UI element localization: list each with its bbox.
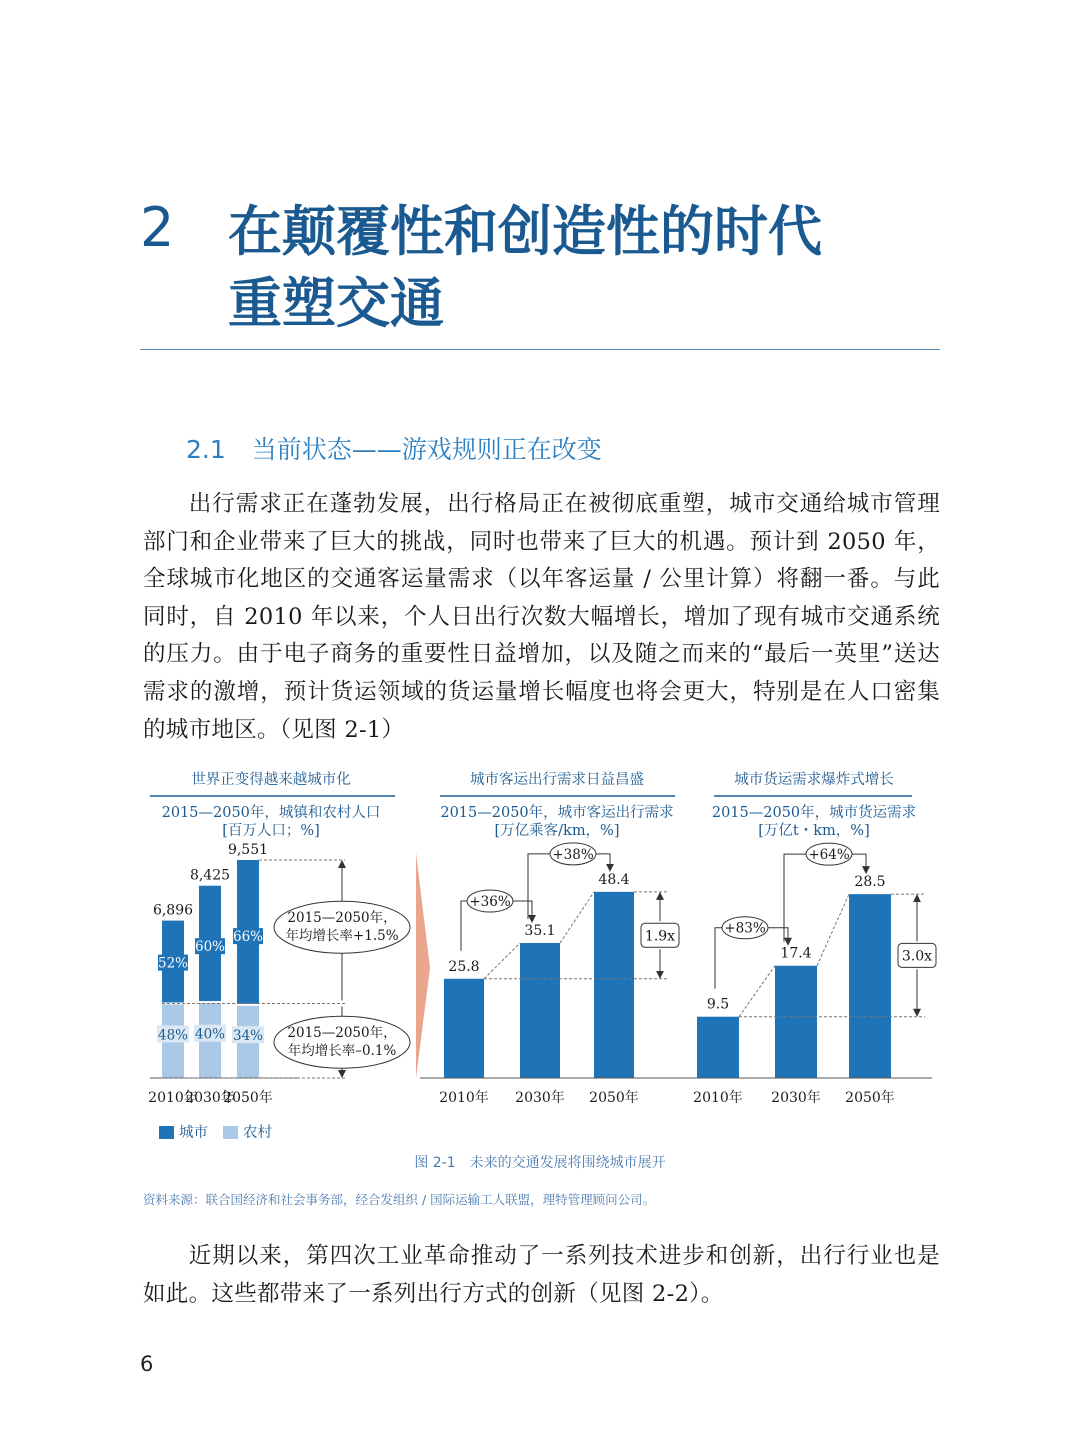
category-label: 2010年 <box>439 1090 489 1106</box>
annotation-text: 2015—2050年， <box>287 1025 397 1042</box>
rural-pct-label: 34% <box>232 1028 264 1045</box>
trend-line <box>484 943 520 979</box>
legend-swatch-rural <box>223 1126 238 1139</box>
value-label: 35.1 <box>524 923 556 939</box>
chart-3-subtitle: 2015—2050年，城市货运需求 <box>711 805 917 821</box>
paragraph-2-text: 近期以来，第四次工业革命推动了一系列技术进步和创新，出行行业也是如此。这些都带来了一系列出行方式的创新（见图 2-2）。 <box>143 1243 940 1307</box>
rural-pct-label: 48% <box>157 1027 189 1044</box>
total-label: 9,551 <box>227 842 269 858</box>
value-label: 25.8 <box>448 958 480 975</box>
chart-3-title: 城市货运需求爆炸式增长 <box>734 772 894 788</box>
bar <box>697 1017 739 1078</box>
category-label: 2030年 <box>515 1090 565 1106</box>
bar <box>849 894 891 1078</box>
annotation-text: 2015—2050年， <box>287 910 397 927</box>
chart-3-unit: [万亿t・km，%] <box>758 823 870 839</box>
legend-label-urban: 城市 <box>179 1125 208 1141</box>
annotation-ellipse <box>274 901 410 953</box>
growth-label: +64% <box>808 847 850 864</box>
category-label: 2050年 <box>223 1090 273 1106</box>
category-label: 2010年 <box>148 1090 198 1106</box>
paragraph-2 <box>143 1238 940 1313</box>
total-label: 8,425 <box>189 867 231 884</box>
bar <box>520 943 560 1078</box>
category-label: 2050年 <box>589 1090 639 1106</box>
bar <box>775 966 817 1078</box>
multiplier-label: 1.9x <box>644 928 676 945</box>
chart-2-unit: [万亿乘客/km，%] <box>494 823 620 839</box>
trend-line <box>739 966 775 1017</box>
chapter-title <box>228 196 822 340</box>
value-label: 28.5 <box>854 874 886 891</box>
chapter-number: 2 <box>140 196 175 259</box>
category-label: 2030年 <box>771 1090 821 1106</box>
section-title: 当前状态——游戏规则正在改变 <box>251 435 602 464</box>
urban-pct-label: 52% <box>157 955 189 972</box>
bar <box>594 892 634 1078</box>
urban-pct-label: 66% <box>232 929 264 946</box>
section-number: 2.1 <box>186 435 226 464</box>
figure-2-1 <box>0 760 1080 1145</box>
chart-1-unit: [百万人口；%] <box>222 823 320 839</box>
chart-2-subtitle: 2015—2050年，城市客运出行需求 <box>440 805 674 821</box>
category-label: 2050年 <box>845 1090 895 1106</box>
annotation-ellipse <box>274 1016 410 1068</box>
annotation-text: 年均增长率+1.5% <box>285 928 399 945</box>
section-heading <box>186 430 602 466</box>
trend-line <box>560 892 594 943</box>
figure-caption: 图 2-1 未来的交通发展将围绕城市展开 <box>414 1155 666 1171</box>
growth-label: +83% <box>724 920 766 937</box>
multiplier-label: 3.0x <box>901 948 933 965</box>
chart-2-title: 城市客运出行需求日益昌盛 <box>470 772 644 788</box>
figure-source: 资料来源：联合国经济和社会事务部，经合发组织 / 国际运输工人联盟，理特管理顾问公司。 <box>143 1192 656 1207</box>
trend-line <box>817 894 849 966</box>
value-label: 17.4 <box>780 945 812 962</box>
growth-label: +36% <box>469 894 511 910</box>
urban-pct-label: 60% <box>194 939 226 956</box>
chart-1-title: 世界正变得越来越城市化 <box>191 772 351 788</box>
total-label: 6,896 <box>152 902 194 919</box>
rural-pct-label: 40% <box>194 1026 226 1043</box>
paragraph-1 <box>143 486 940 749</box>
chapter-divider <box>140 349 940 350</box>
legend-label-rural: 农村 <box>243 1125 272 1141</box>
value-label: 9.5 <box>706 996 730 1013</box>
legend-swatch-urban <box>159 1126 174 1139</box>
growth-label: +38% <box>552 846 594 863</box>
chapter-title-line2: 重塑交通 <box>228 272 444 335</box>
category-label: 2030年 <box>185 1090 235 1106</box>
chapter-title-line1: 在颠覆性和创造性的时代 <box>228 200 822 263</box>
value-label: 48.4 <box>598 871 630 888</box>
annotation-text: 年均增长率–0.1% <box>287 1043 397 1060</box>
chart-1-subtitle: 2015—2050年，城镇和农村人口 <box>161 805 381 821</box>
bar <box>444 979 484 1078</box>
category-label: 2010年 <box>693 1090 743 1106</box>
page-number: 6 <box>140 1352 154 1376</box>
paragraph-1-text: 出行需求正在蓬勃发展，出行格局正在被彻底重塑，城市交通给城市管理部门和企业带来了巨大的挑战，同时也带来了巨大的机遇。预计到 2050 年，全球城市化地区的交通客运量需求（以年客运量 / 公里计算）将翻一番。与此同时，自 2010 年以来，个人日出行次数大幅增长，增加了现有城市交通系统的压力。由于电子商务的重要性日益增加，以及随之而来的“最后一英里”送达需求的激增，预计货运领域的货运量增长幅度也将会更大，特别是在人口密集的城市地区。（见图 2-1） <box>143 491 940 743</box>
flow-arrow <box>416 853 430 1078</box>
